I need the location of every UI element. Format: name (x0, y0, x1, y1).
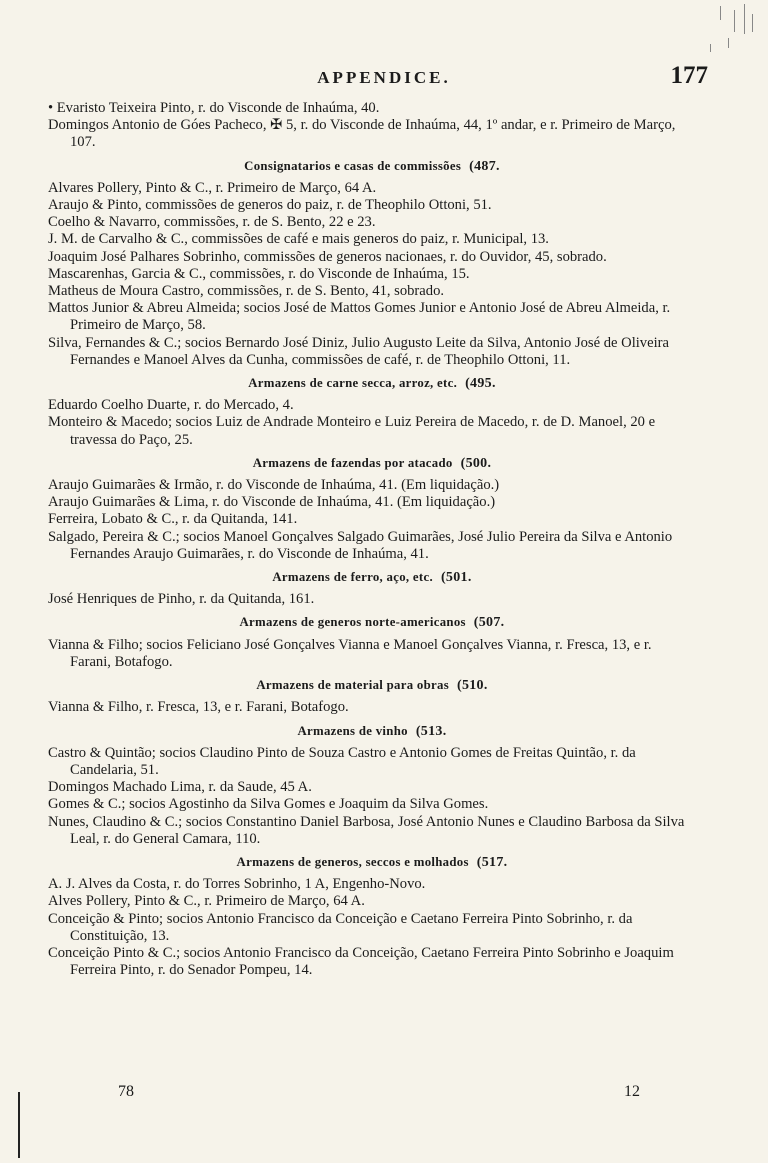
list-item: Silva, Fernandes & C.; socios Bernardo José Diniz, Julio Augusto Leite da Silva, Antonio José de Oliveira Fernandes e Manoel Alves da Cunha, commissões de café, r. de Theophilo Ottoni, 11. (48, 334, 669, 368)
list-item: Araujo Guimarães & Irmão, r. do Visconde de Inhaúma, 41. (Em liquidação.) (48, 477, 500, 494)
list-item: A. J. Alves da Costa, r. do Torres Sobrinho, 1 A, Engenho-Novo. (48, 876, 426, 893)
list-item: Araujo Guimarães & Lima, r. do Visconde de Inhaúma, 41. (Em liquidação.) (48, 494, 496, 511)
section-title: Armazens de generos, seccos e molhados (236, 854, 469, 869)
list-item: Matheus de Moura Castro, commissões, r. de S. Bento, 41, sobrado. (48, 283, 445, 300)
list-item: Conceição & Pinto; socios Antonio Francisco da Conceição e Caetano Ferreira Pinto Sobrinho, r. da Constituição, 13. (48, 910, 633, 944)
margin-rule (18, 1092, 20, 1158)
list-item: José Henriques de Pinho, r. da Quitanda, 161. (48, 591, 315, 608)
page-footer (0, 1083, 768, 1107)
section-title: Consignatarios e casas de commissões (244, 158, 462, 173)
list-item: Ferreira, Lobato & C., r. da Quitanda, 141. (48, 511, 298, 528)
section-heading (48, 677, 696, 694)
list-item: Alvares Pollery, Pinto & C., r. Primeiro de Março, 64 A. (48, 179, 377, 196)
section-number: (507. (473, 615, 505, 631)
list-item: Mascarenhas, Garcia & C., commissões, r. do Visconde de Inhaúma, 15. (48, 265, 470, 282)
list-item: Salgado, Pereira & C.; socios Manoel Gonçalves Salgado Guimarães, José Julio Pereira da Silva e Antonio Fernandes Araujo Guimarães, r. do Visconde de Inhaúma, 41. (48, 528, 673, 562)
list-item: Mattos Junior & Abreu Almeida; socios José de Mattos Gomes Junior e Antonio José de Abreu Almeida, r. Primeiro de Março, 58. (48, 300, 671, 334)
running-title: APPENDICE. (317, 68, 451, 87)
list-item: Eduardo Coelho Duarte, r. do Mercado, 4. (48, 397, 294, 414)
page-content (48, 100, 696, 979)
page-header (0, 62, 768, 92)
list-item: Domingos Machado Lima, r. da Saude, 45 A. (48, 779, 312, 796)
section-heading (48, 158, 696, 175)
signature-mark: 78 (118, 1083, 134, 1100)
section-heading (48, 723, 696, 740)
section-heading (48, 375, 696, 392)
list-item: Castro & Quintão; socios Claudino Pinto de Souza Castro e Antonio Gomes de Freitas Quintão, r. da Candelaria, 51. (48, 744, 636, 778)
section-title: Armazens de fazendas por atacado (252, 455, 453, 470)
list-item: • Evaristo Teixeira Pinto, r. do Visconde de Inhaúma, 40. (48, 100, 380, 116)
paper-specks (700, 0, 768, 80)
list-item: Joaquim José Palhares Sobrinho, commissões de generos nacionaes, r. do Ouvidor, 45, sobrado. (48, 248, 607, 265)
section-heading (48, 455, 696, 472)
list-item: Gomes & C.; socios Agostinho da Silva Gomes e Joaquim da Silva Gomes. (48, 796, 489, 813)
section-number: (487. (469, 158, 500, 174)
list-item: Araujo & Pinto, commissões de generos do paiz, r. de Theophilo Ottoni, 51. (48, 197, 492, 214)
section-title: Armazens de generos norte-americanos (239, 615, 466, 630)
section-number: (513. (415, 723, 447, 739)
section-number: (510. (457, 678, 488, 694)
sheet-number: 12 (624, 1083, 640, 1100)
list-item: Nunes, Claudino & C.; socios Constantino Daniel Barbosa, José Antonio Nunes e Claudino Barbosa da Silva Leal, r. do General Camara, 110. (48, 813, 685, 847)
section-number: (517. (476, 854, 508, 870)
section-heading (48, 614, 696, 631)
list-item: Monteiro & Macedo; socios Luiz de Andrade Monteiro e Luiz Pereira de Macedo, r. de D. Manoel, 20 e travessa do Paço, 25. (48, 414, 656, 448)
list-item: Vianna & Filho, r. Fresca, 13, e r. Farani, Botafogo. (48, 699, 349, 716)
list-item: J. M. de Carvalho & C., commissões de café e mais generos do paiz, r. Municipal, 13. (48, 231, 549, 248)
list-item: Coelho & Navarro, commissões, r. de S. Bento, 22 e 23. (48, 214, 376, 231)
section-number: (500. (460, 455, 492, 471)
section-title: Armazens de vinho (297, 723, 408, 738)
section-title: Armazens de carne secca, arroz, etc. (248, 376, 458, 391)
list-item: Vianna & Filho; socios Feliciano José Gonçalves Vianna e Manoel Gonçalves Vianna, r. Fresca, 13, e r. Farani, Botafogo. (48, 636, 652, 670)
section-heading (48, 569, 696, 586)
section-heading (48, 854, 696, 871)
page-number: 177 (670, 62, 708, 89)
section-title: Armazens de ferro, aço, etc. (272, 570, 433, 585)
section-number: (495. (465, 376, 496, 392)
list-item: Conceição Pinto & C.; socios Antonio Francisco da Conceição, Caetano Ferreira Pinto Sobrinho e Joaquim Ferreira Pinto, r. do Senador Pompeu, 14. (48, 944, 674, 979)
section-number: (501. (440, 570, 472, 586)
list-item: Alves Pollery, Pinto & C., r. Primeiro de Março, 64 A. (48, 893, 365, 910)
list-item: Domingos Antonio de Góes Pacheco, ✠ 5, r. do Visconde de Inhaúma, 44, 1º andar, e r. Primeiro de Março, 107. (48, 117, 676, 151)
section-title: Armazens de material para obras (256, 678, 449, 693)
